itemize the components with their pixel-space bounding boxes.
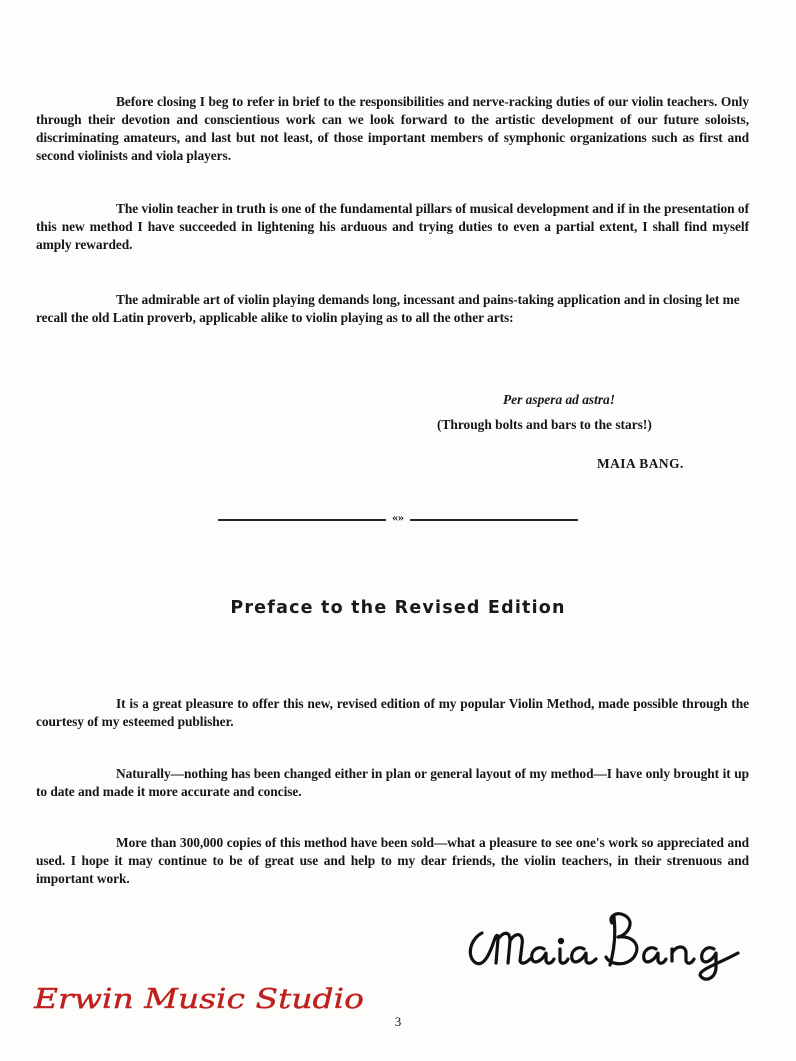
preface-paragraph-naturally: Naturally—nothing has been changed either in plan or general layout of my method—I have only brought it up to date and made it more accurate and concise.: [36, 766, 749, 799]
preface-paragraph-pleasure: It is a great pleasure to offer this new, revised edition of my popular Violin Method, made possible through the courtesy of my esteemed publisher.: [36, 696, 749, 729]
divider-ornament: «»: [392, 510, 404, 524]
page-number: 3: [394, 1014, 402, 1029]
closing-paragraph-teachers: Before closing I beg to refer in brief to the responsibilities and nerve-racking duties of our violin teachers. Only through their devotion and conscientious work can we look forward to the artistic development of our future soloists, discriminating amateurs, and last but not least, of those important members of symphonic organizations such as first and second violinists and viola players.: [36, 94, 749, 163]
divider-line-right: [410, 519, 578, 521]
closing-paragraph-teacher-pillar: The violin teacher in truth is one of the fundamental pillars of musical development and if in the presentation of this new method I have succeeded in lightening his arduous and trying duties to even a partial extent, I shall find myself amply rewarded.: [36, 201, 749, 252]
closing-paragraph-proverb-intro: The admirable art of violin playing demands long, incessant and pains-taking application and in closing let me recall the old Latin proverb, applicable alike to violin playing as to all the other arts:: [36, 292, 740, 325]
author-signoff: MAIA BANG.: [597, 456, 684, 471]
preface-title: Preface to the Revised Edition: [230, 598, 566, 618]
preface-paragraph-copies-sold: More than 300,000 copies of this method have been sold—what a pleasure to see one's work so appreciated and used. I hope it may continue to be of great use and help to my dear friends, the violin teachers, in their strenuous and important work.: [36, 835, 749, 886]
section-divider: [218, 510, 578, 527]
latin-motto: Per aspera ad astra!: [503, 392, 615, 407]
motto-translation: (Through bolts and bars to the stars!): [437, 417, 652, 432]
divider-line-left: [218, 519, 386, 521]
handwritten-signature: [460, 905, 750, 985]
svg-text:Erwin Music Studio: Erwin Music Studio: [32, 984, 364, 1015]
